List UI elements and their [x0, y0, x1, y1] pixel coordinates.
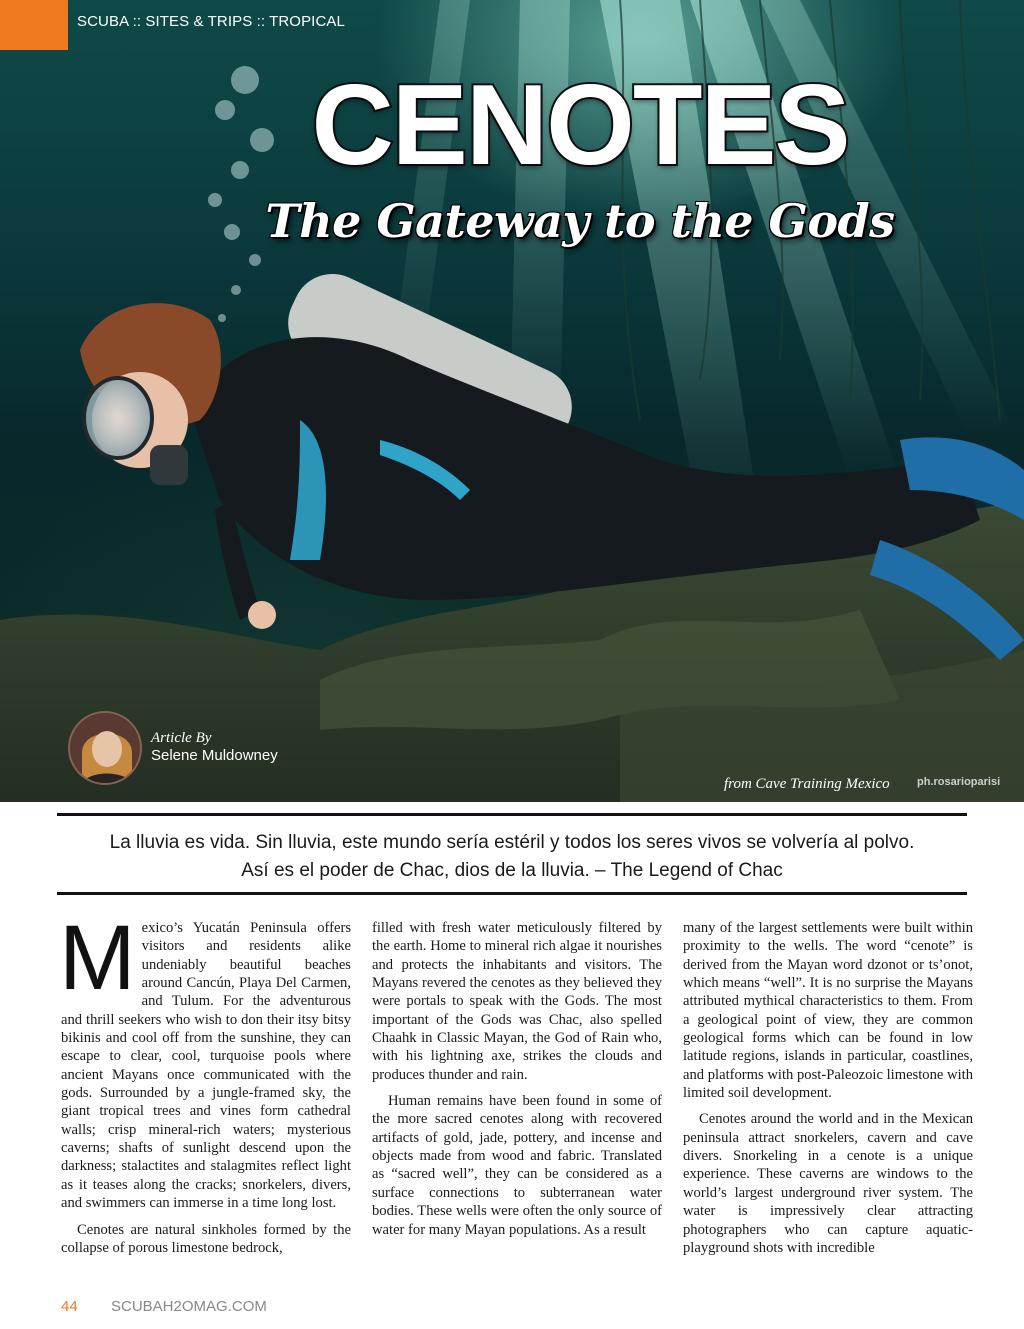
article-title: CENOTES — [311, 62, 849, 189]
article-column-3 — [683, 919, 973, 1257]
drop-cap: M — [59, 907, 136, 1009]
page-number: 44 — [61, 1298, 78, 1315]
paragraph: Cenotes are natural sinkholes formed by the collapse of porous limestone bedrock, — [61, 1221, 351, 1256]
article-column-2 — [372, 919, 662, 1239]
author-name: Selene Muldowney — [151, 747, 278, 764]
category-tab — [0, 0, 68, 50]
paragraph: Cenotes around the world and in the Mexican peninsula attract snorkelers, cavern and cave divers. Snorkeling in a cenote is a unique experience. These caverns are windows to the world’s largest underground river system. The water is impressively clear attracting photographers who can capture aquatic-playground shots with incredible — [683, 1111, 973, 1256]
paragraph — [59, 907, 351, 1213]
photo-credit: ph.rosarioparisi — [917, 776, 1001, 788]
quote-rule-bottom — [57, 892, 967, 895]
author-avatar — [68, 711, 142, 785]
article-column-1 — [59, 907, 351, 1257]
paragraph: Human remains have been found in some of the more sacred cenotes along with recovered artifacts of gold, jade, pottery, and incense and objects made from wood and fabric. Translated as “sacred well”, they can be considered as a surface connections to subterranean water bodies. These wells were often the only source of water for many Mayan populations. As a result — [372, 1093, 662, 1238]
paragraph: filled with fresh water meticulously filtered by the earth. Home to mineral rich algae it nourishes and protects the inhabitants and visitors. The Mayans revered the cenotes as they believed they were portals to speak with the Gods. The most important of the Gods was Chac, also spelled Chaahk in Classic Mayan, the God of Rain who, with his lightning axe, strikes the clouds and produces thunder and rain. — [372, 920, 662, 1083]
diver-mask — [84, 378, 152, 458]
byline-label: Article By — [151, 730, 212, 746]
quote-rule-top — [57, 813, 967, 816]
pull-quote-line-1: La lluvia es vida. Sin lluvia, este mundo sería estéril y todos los seres vivos se volvería al polvo. — [109, 832, 915, 853]
photo-caption: from Cave Training Mexico — [724, 776, 890, 792]
paragraph-text: exico’s Yucatán Peninsula offers visitors and residents alike undeniably beautiful beaches around Cancún, Playa Del Carmen, and Tulum. For the adventurous and thrill seekers who wish to don their itsy bitsy bikinis and cool off from the sunshine, they can escape to clear, cool, turquoise pools where ancient Mayans once communicated with the gods. Surrounded by a jungle-framed sky, the giant tropical trees and vines form cathedral walls; crisp mineral-rich waters; mysterious caverns; shafts of sunlight descend upon the darkness; stalactites and stalagmites reflect light as it teases along the cracks; snorkelers, divers, and swimmers can immerse in a time long lost. — [61, 920, 351, 1212]
paragraph: many of the largest settlements were built within proximity to the wells. The word “cenote” is derived from the Mayan word dzonot or ts’onot, which means “well”. It is no surprise the Mayans attributed mythical characteristics to them. From a geological point of view, they are common geological forms which can be found in low latitude regions, islands in particular, coastlines, and platforms with post-Paleozoic limestone with limited soil development. — [683, 920, 973, 1102]
article-subtitle: The Gateway to the Gods — [265, 194, 895, 248]
section-breadcrumb: SCUBA :: SITES & TRIPS :: TROPICAL — [77, 13, 345, 30]
pull-quote-line-2: Así es el poder de Chac, dios de la lluvia. – The Legend of Chac — [241, 860, 783, 881]
magazine-website: SCUBAH2OMAG.COM — [111, 1298, 267, 1315]
